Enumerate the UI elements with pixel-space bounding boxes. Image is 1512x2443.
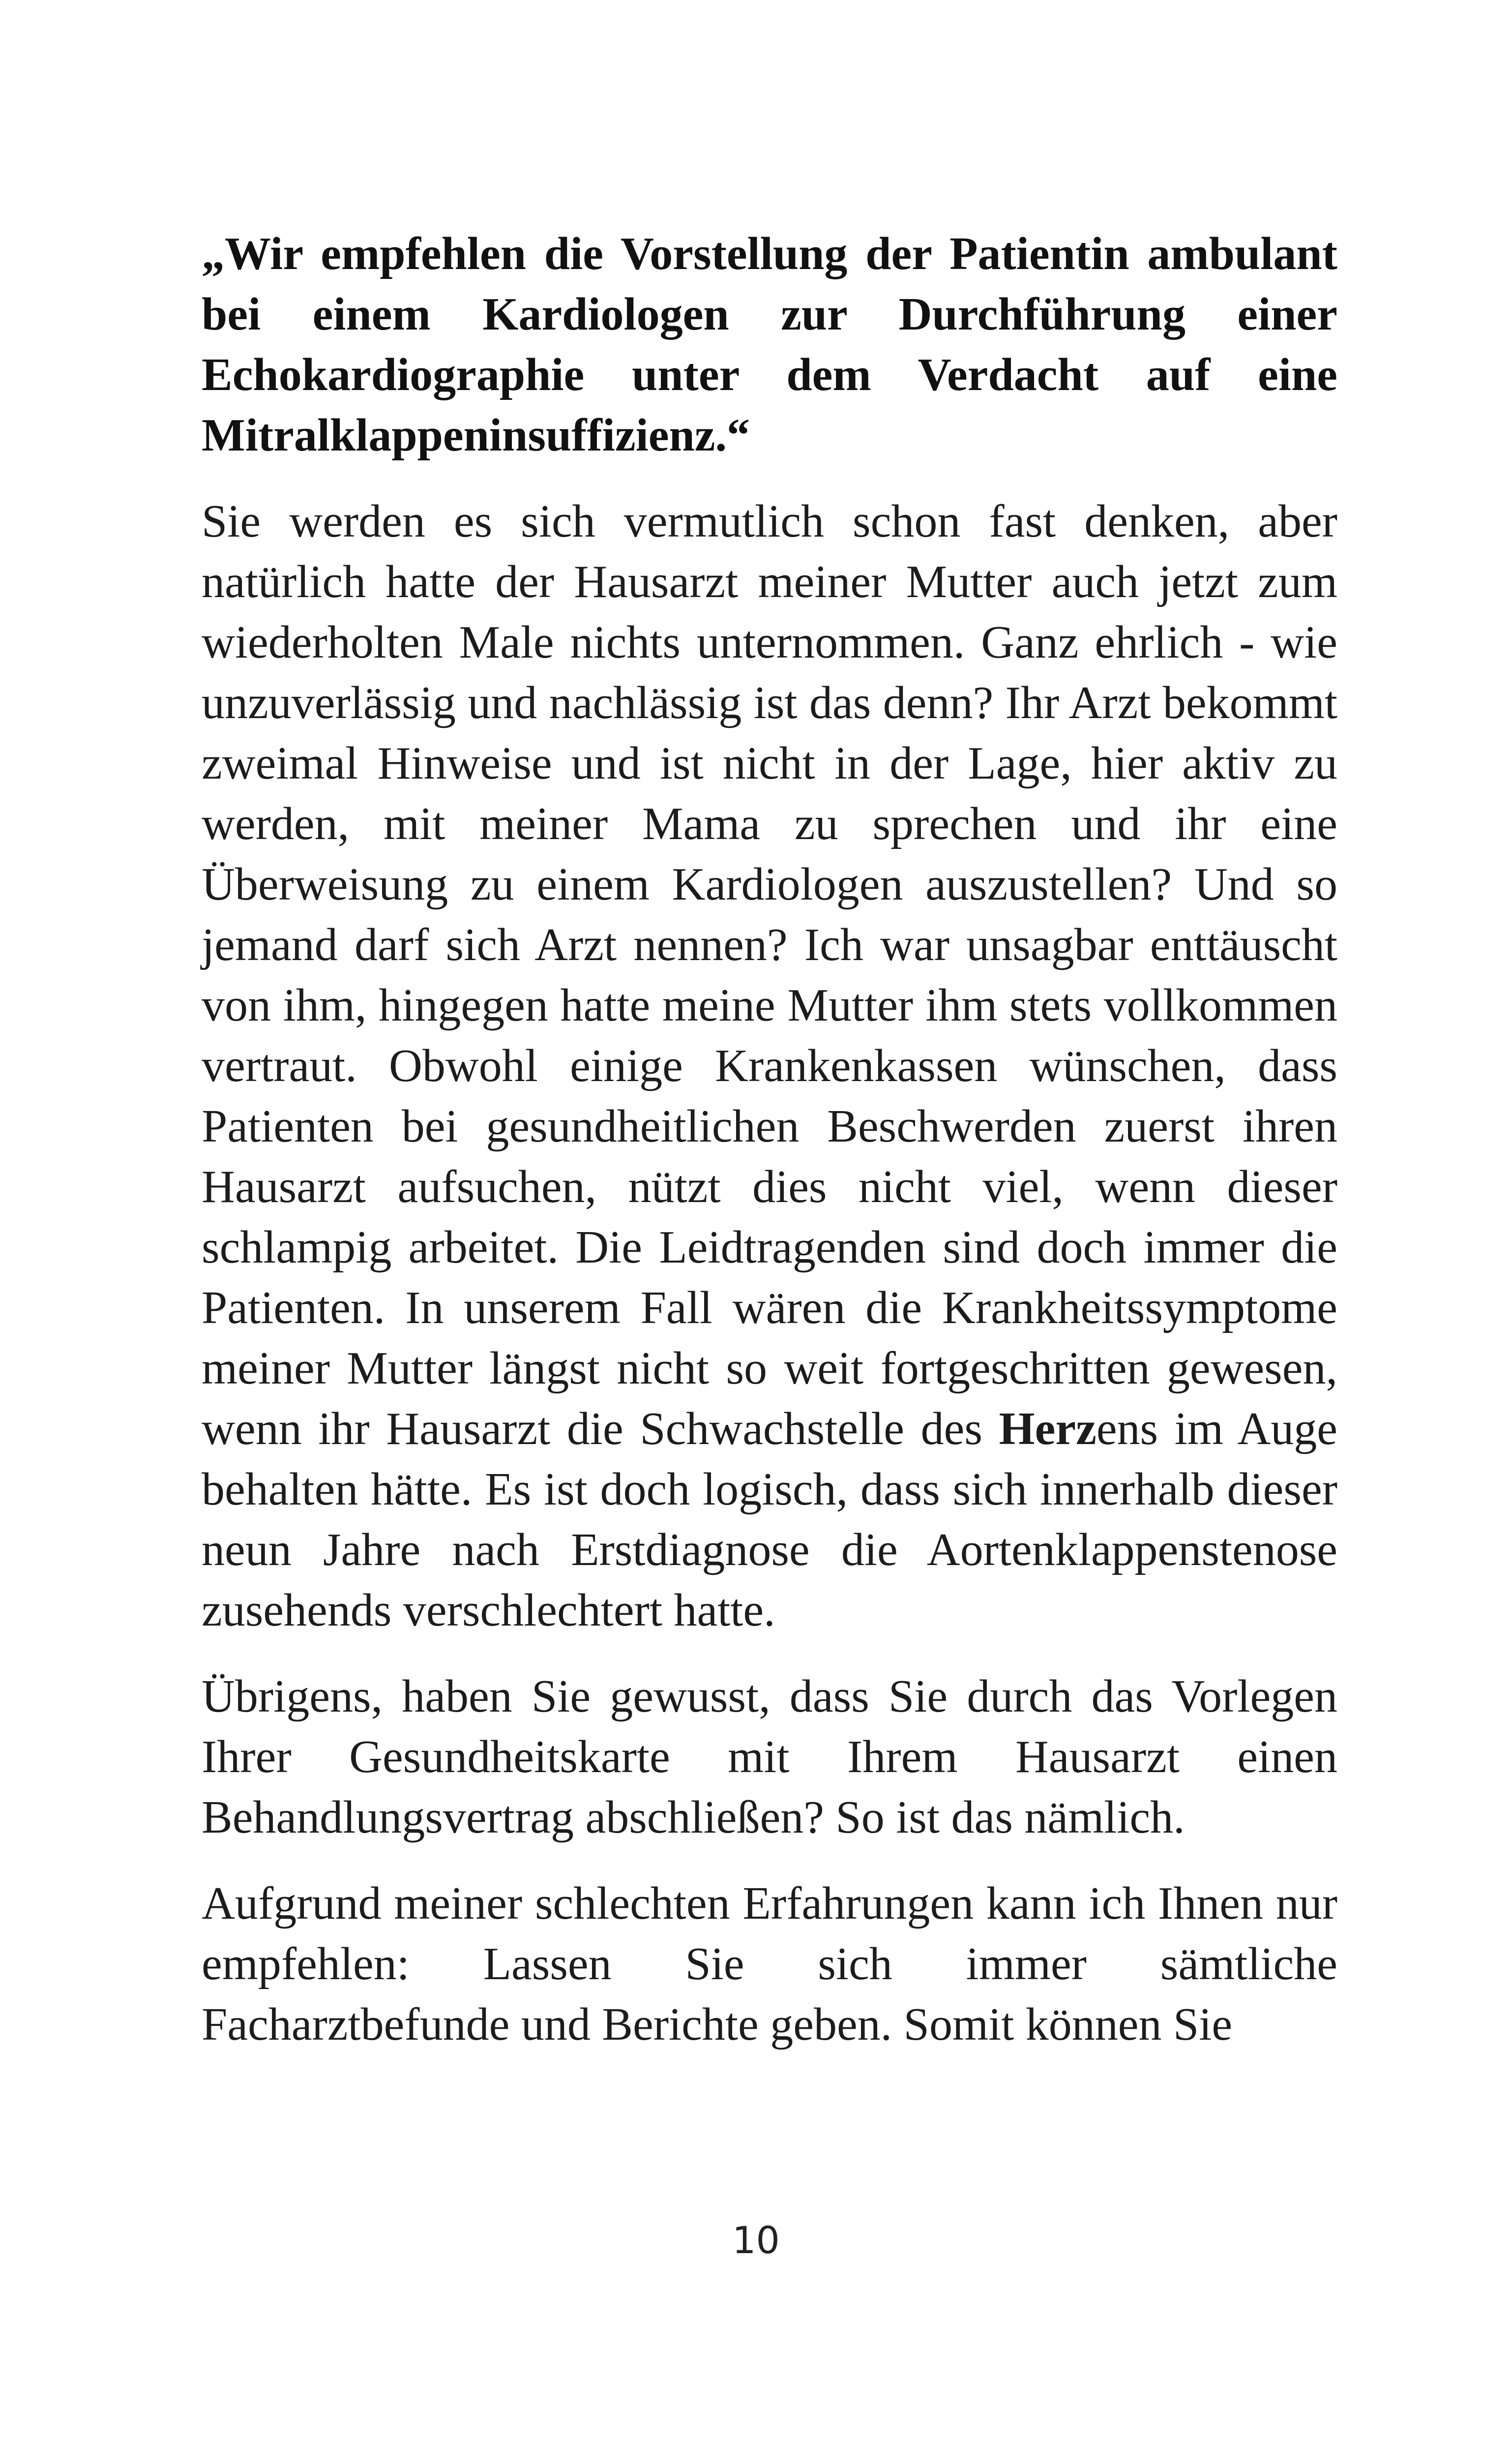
paragraph-1-text-a: Sie werden es sich vermutlich schon fast denken, aber natürlich hatte der Hausarzt meiner Mutter auch jetzt zum wiederholten Male nichts unternommen. Ganz ehrlich - wie unzuverlässig und nachlässig ist das denn? Ihr Arzt bekommt zweimal Hinweise und ist nicht in der Lage, hier aktiv zu werden, mit meiner Mama zu sprechen und ihr eine Überweisung zu einem Kardiologen auszustellen? Und so jemand darf sich Arzt nennen? Ich war unsagbar enttäuscht von ihm, hingegen hatte meine Mutter ihm stets vollkommen vertraut. Obwohl einige Krankenkassen wünschen, dass Patienten bei gesundheitlichen Beschwerden zuerst ihren Hausarzt aufsuchen, nützt dies nicht viel, wenn dieser schlampig arbeitet. Die Leidtragenden sind doch immer die Patienten. In unserem Fall wären die Krankheitssymptome meiner Mutter längst nicht so weit fortgeschritten gewesen, wenn ihr Hausarzt die Schwachstelle des (202, 496, 1337, 1454)
page-number: 10 (732, 2218, 780, 2262)
paragraph-health-card: Übrigens, haben Sie gewusst, dass Sie durch das Vorlegen Ihrer Gesundheitskarte mit Ihrem Hausarzt einen Behandlungsvertrag abschließen? So ist das nämlich. (202, 1671, 1337, 1843)
paragraph-recommendation: Aufgrund meiner schlechten Erfahrungen kann ich Ihnen nur empfehlen: Lassen Sie sich immer sämtliche Facharztbefunde und Berichte geben. Somit können Sie (202, 1878, 1337, 2050)
highlighted-word-herz: Herz (999, 1403, 1097, 1454)
paragraph-family-doctor (202, 491, 1337, 1641)
paragraph-1-text-b: ens im Auge behalten hätte. Es ist doch logisch, dass sich innerhalb dieser neun Jahre nach Erstdiagnose die Aortenklappenstenose zusehends verschlechtert hatte. (202, 1403, 1337, 1636)
body-text (202, 224, 1337, 2055)
recommendation-quote: „Wir empfehlen die Vorstellung der Patientin ambulant bei einem Kardiologen zur Durchführung einer Echokardiographie unter dem Verdacht auf eine Mitralklappeninsuffizienz.“ (202, 228, 1337, 461)
